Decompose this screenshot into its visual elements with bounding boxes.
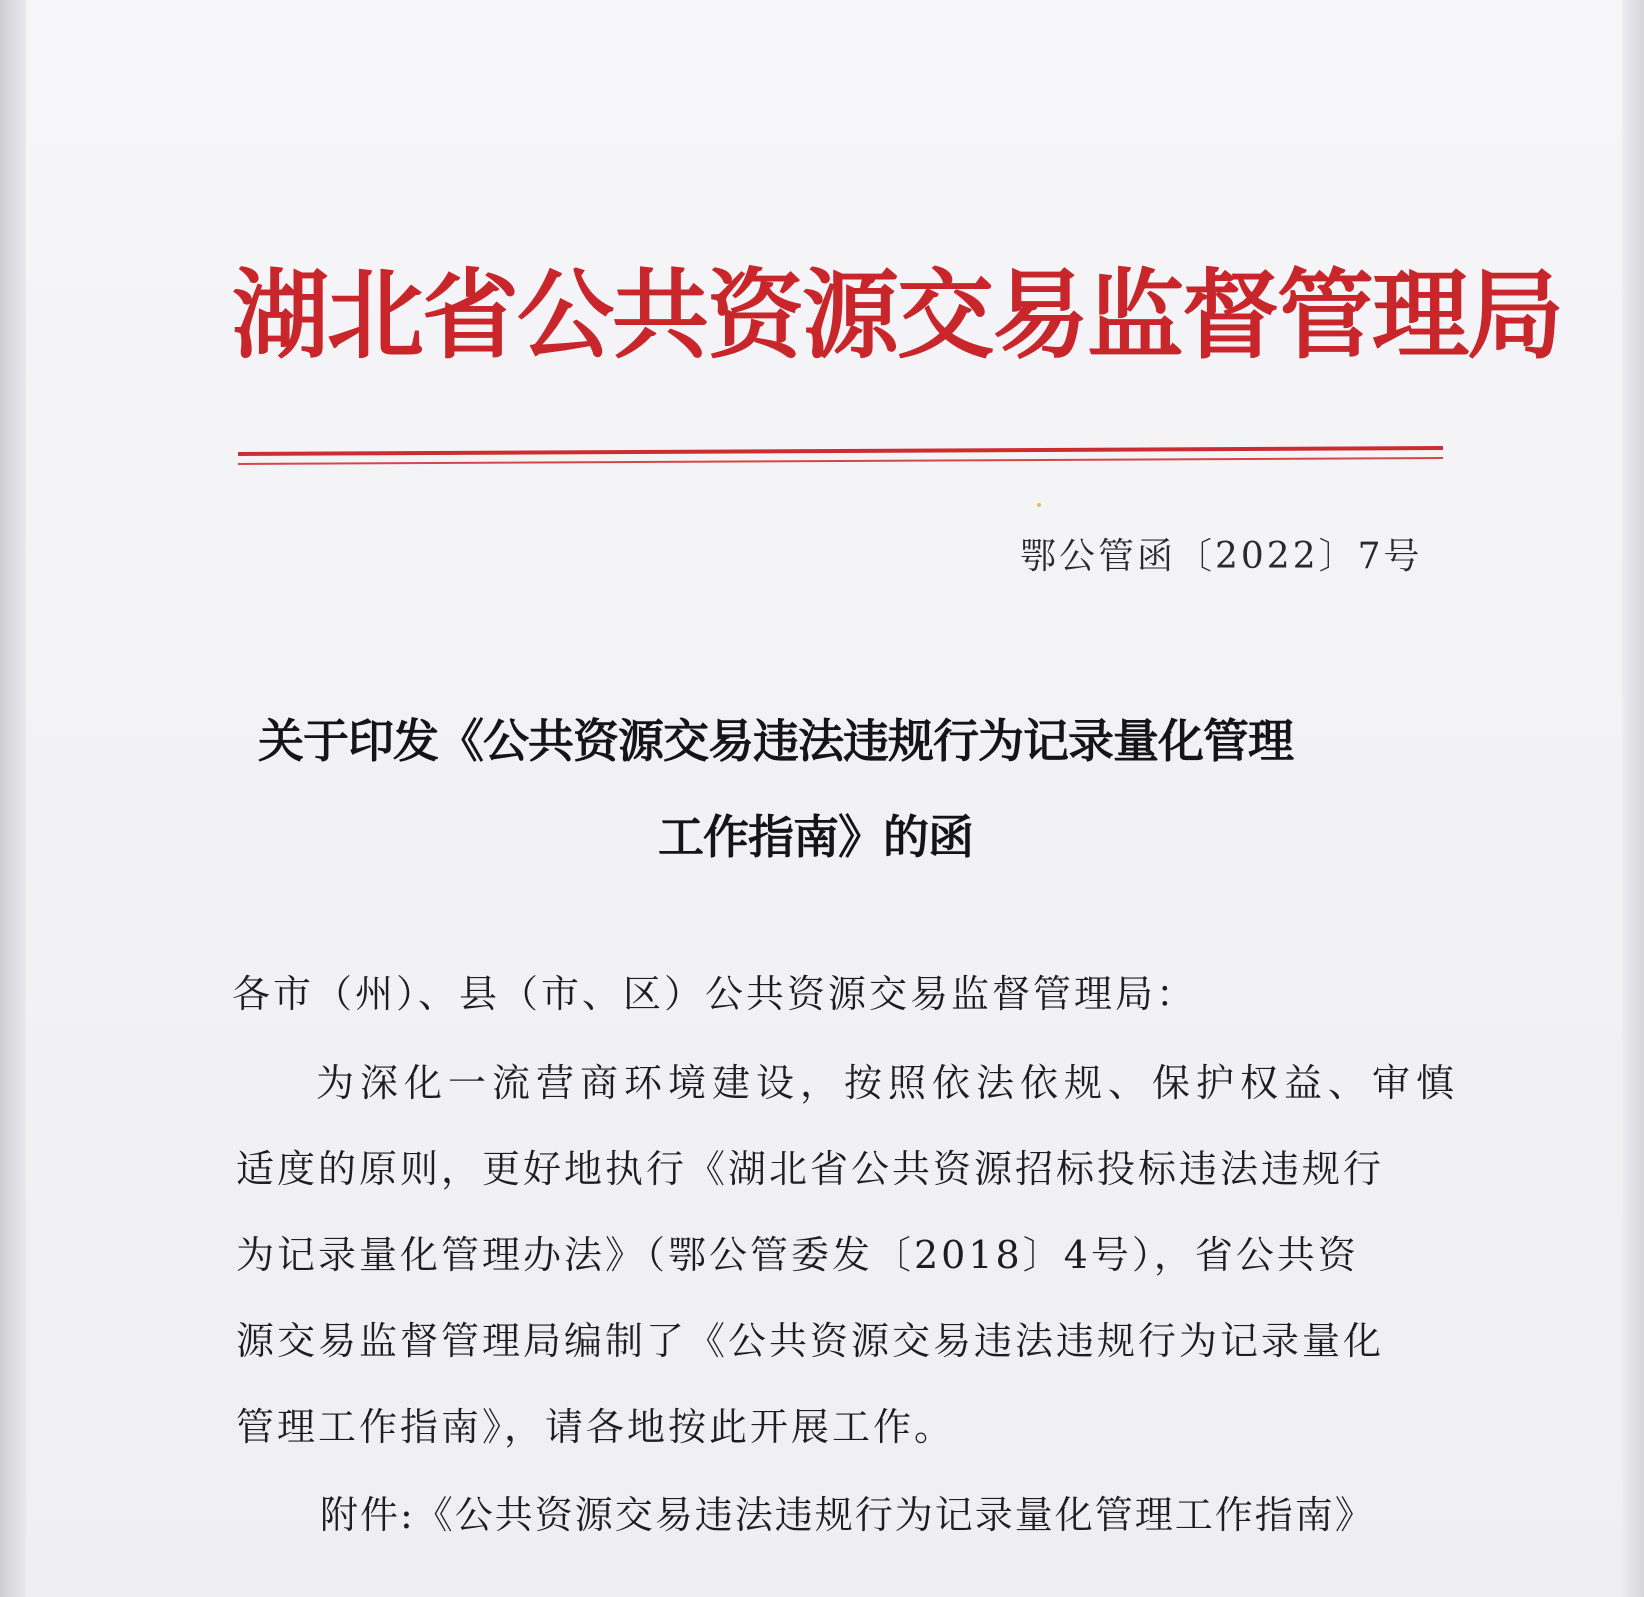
body-line: 为深化一流营商环境建设，按照依法依规、保护权益、审慎 (316, 1061, 1461, 1105)
issuer-header: 湖北省公共资源交易监督管理局 (232, 258, 1562, 372)
document-title-line-1: 关于印发《公共资源交易违法违规行为记录量化管理 (258, 714, 1293, 768)
salutation: 各市（州）、县（市、区）公共资源交易监督管理局： (232, 972, 1198, 1016)
document-number: 鄂公管函〔2022〕7号 (1020, 536, 1423, 577)
document-title-line-2: 工作指南》的函 (658, 810, 973, 864)
body-line: 适度的原则，更好地执行《湖北省公共资源招标投标违法违规行 (236, 1147, 1385, 1191)
page-edge-left (0, 0, 26, 1597)
red-divider-thick (238, 446, 1443, 456)
page-edge-right (1622, 0, 1644, 1597)
attachment-line: 附件:《公共资源交易违法违规行为记录量化管理工作指南》 (320, 1493, 1375, 1537)
body-line: 管理工作指南》，请各地按此开展工作。 (236, 1405, 956, 1449)
red-divider-thin (238, 457, 1443, 465)
paper-speck (1037, 503, 1041, 507)
body-line: 为记录量化管理办法》（鄂公管委发〔2018〕4号），省公共资 (236, 1233, 1359, 1277)
body-line: 源交易监督管理局编制了《公共资源交易违法违规行为记录量化 (236, 1319, 1385, 1363)
